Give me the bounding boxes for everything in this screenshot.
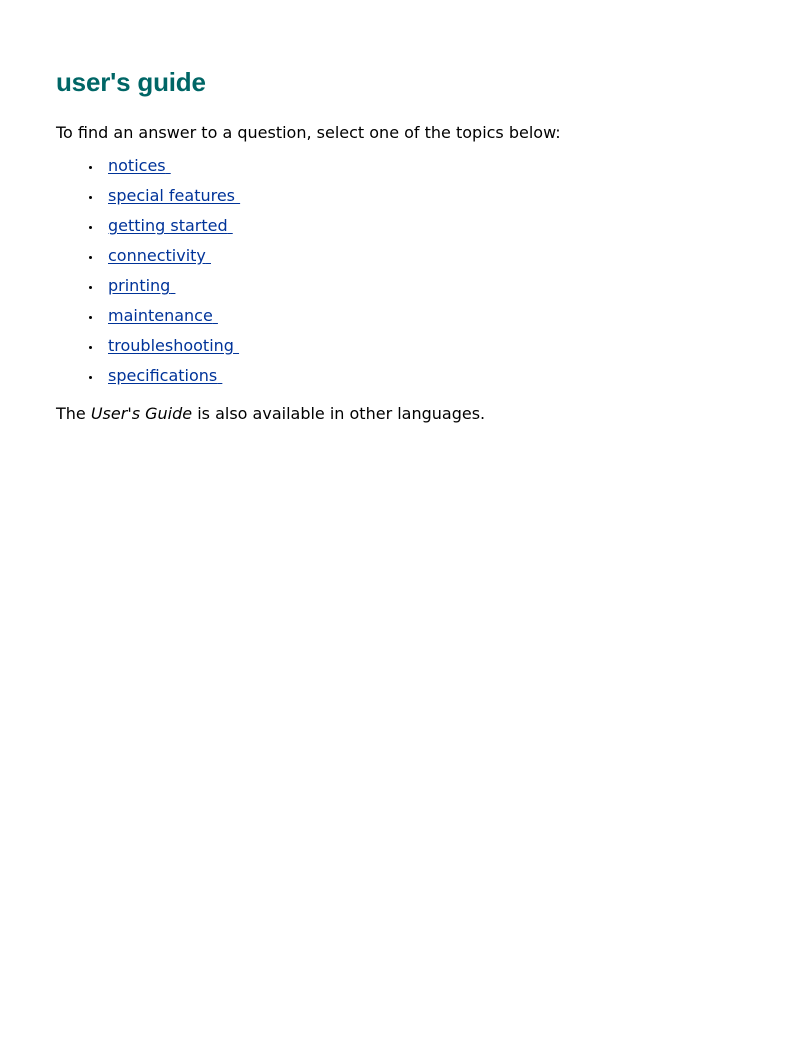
page-title: user's guide: [56, 67, 206, 97]
topic-link-specifications[interactable]: specifications: [108, 366, 218, 385]
languages-note: [56, 404, 756, 424]
list-item: [89, 366, 756, 386]
list-item: [89, 336, 756, 356]
bullet-icon: [89, 256, 92, 259]
topic-link-getting-started[interactable]: getting started: [108, 216, 228, 235]
guide-name-emphasis: User's Guide: [90, 404, 193, 423]
bullet-icon: [89, 286, 92, 289]
languages-note-suffix: is also available in other languages.: [192, 404, 486, 423]
intro-text: To find an answer to a question, select one of the topics below:: [56, 123, 561, 142]
languages-note-prefix: The: [56, 404, 91, 423]
topic-link-maintenance[interactable]: maintenance: [108, 306, 213, 325]
bullet-icon: [89, 226, 92, 229]
list-item: [89, 186, 756, 206]
topic-link-special-features[interactable]: special features: [108, 186, 236, 205]
bullet-icon: [89, 376, 92, 379]
bullet-icon: [89, 166, 92, 169]
topic-link-notices[interactable]: notices: [108, 156, 166, 175]
topic-link-connectivity[interactable]: connectivity: [108, 246, 206, 265]
bullet-icon: [89, 316, 92, 319]
document-page: [56, 66, 756, 424]
list-item: [89, 246, 756, 266]
list-item: [89, 276, 756, 296]
topic-link-troubleshooting[interactable]: troubleshooting: [108, 336, 234, 355]
topic-link-printing[interactable]: printing: [108, 276, 171, 295]
list-item: [89, 156, 756, 176]
bullet-icon: [89, 346, 92, 349]
topic-list: [56, 156, 756, 386]
bullet-icon: [89, 196, 92, 199]
list-item: [89, 306, 756, 326]
list-item: [89, 216, 756, 236]
